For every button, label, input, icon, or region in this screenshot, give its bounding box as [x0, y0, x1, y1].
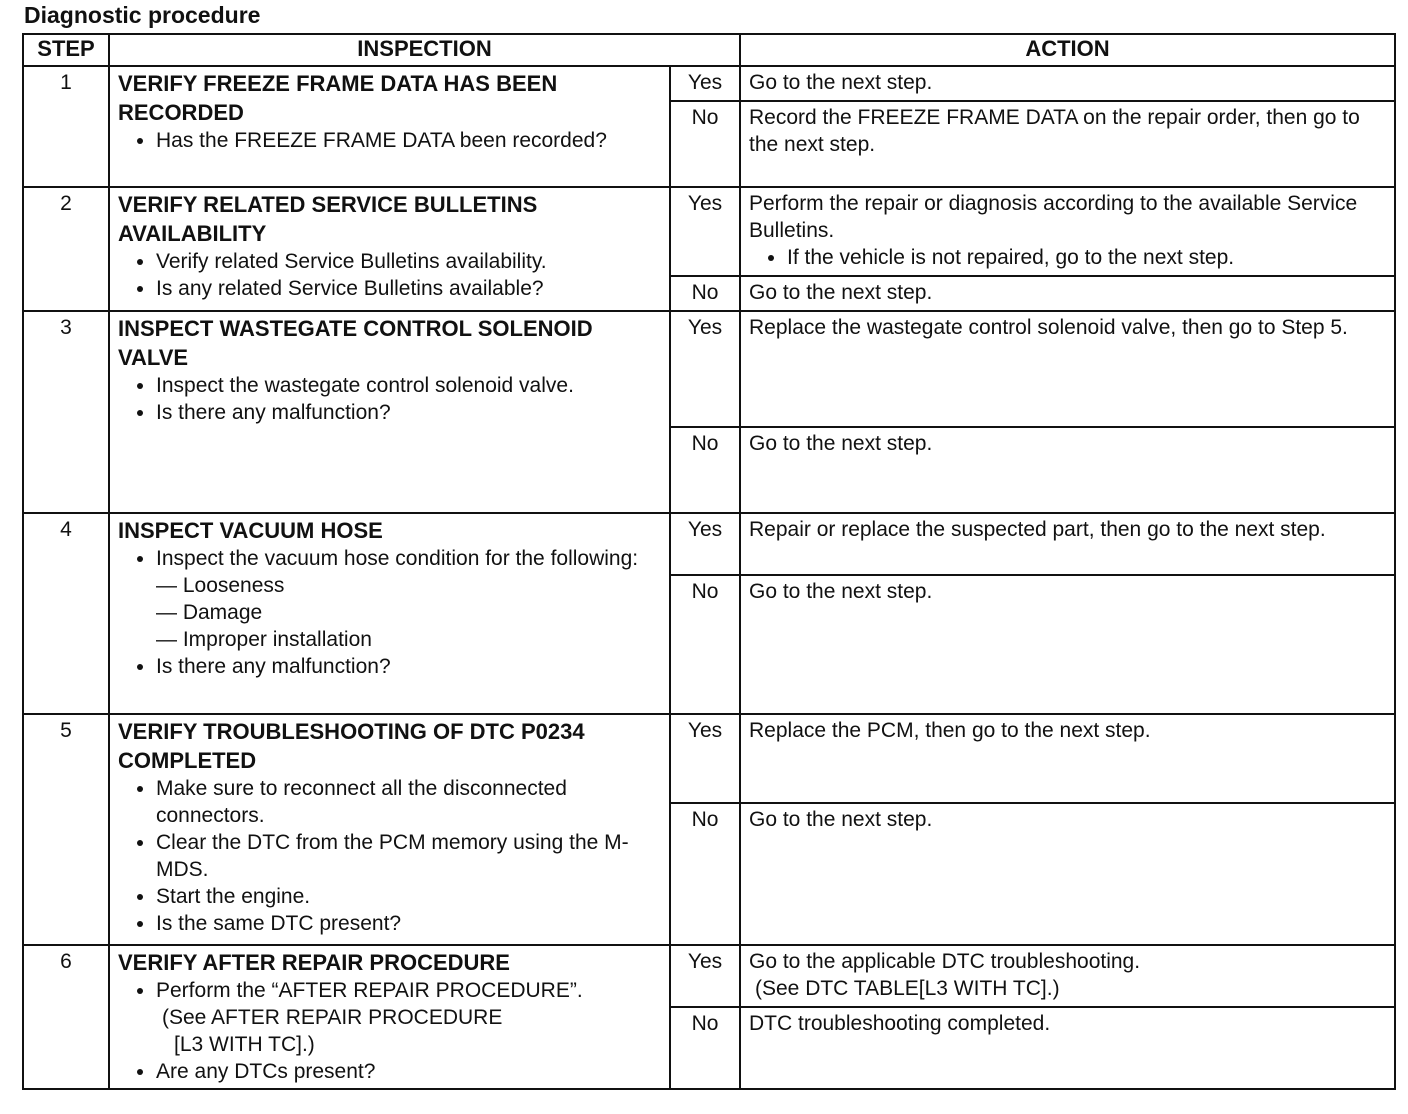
- inspection-bullet: • Inspect the wastegate control solenoid valve.: [156, 372, 663, 399]
- header-row: [23, 34, 1395, 66]
- yes-action: Replace the wastegate control solenoid valve, then go to Step 5.: [740, 311, 1395, 427]
- bullet-text: Perform the “AFTER REPAIR PROCEDURE”.: [156, 979, 583, 1002]
- step-inspection: [109, 311, 670, 513]
- step-1-yes-row: [23, 66, 1395, 101]
- no-action: Go to the next step.: [740, 575, 1395, 714]
- inspection-bullet: • Is the same DTC present?: [156, 910, 663, 937]
- header-inspection: INSPECTION: [109, 34, 740, 66]
- no-label: No: [670, 427, 740, 513]
- inspection-bullet: • Is there any malfunction?: [156, 399, 663, 426]
- reference-text: (See AFTER REPAIR PROCEDURE: [162, 1006, 503, 1029]
- step-6-yes-row: [23, 945, 1395, 1007]
- no-action: Record the FREEZE FRAME DATA on the repair order, then go to the next step.: [740, 101, 1395, 187]
- diagnostic-table: [22, 33, 1396, 1090]
- inspection-bullet: [156, 977, 663, 1058]
- inspection-bullet: • Clear the DTC from the PCM memory using the M-MDS.: [156, 829, 663, 883]
- no-label: No: [670, 575, 740, 714]
- yes-label: Yes: [670, 311, 740, 427]
- no-action: Go to the next step.: [740, 276, 1395, 311]
- step-inspection: [109, 714, 670, 945]
- bullet-text: Inspect the vacuum hose condition for the following:: [156, 547, 639, 570]
- yes-action: Go to the next step.: [740, 66, 1395, 101]
- step-4-yes-row: [23, 513, 1395, 575]
- yes-action-cell: [740, 187, 1395, 276]
- yes-action: Repair or replace the suspected part, then go to the next step.: [740, 513, 1395, 575]
- step-heading: VERIFY FREEZE FRAME DATA HAS BEEN RECORDED: [118, 71, 558, 125]
- step-heading: VERIFY TROUBLESHOOTING OF DTC P0234 COMPLETED: [118, 719, 585, 773]
- step-number: 4: [23, 513, 109, 714]
- step-heading: INSPECT VACUUM HOSE: [118, 518, 383, 543]
- step-heading: VERIFY AFTER REPAIR PROCEDURE: [118, 950, 510, 975]
- sub-item-improper-installation: — Improper installation: [156, 628, 372, 651]
- step-3-yes-row: [23, 311, 1395, 427]
- yes-action: Replace the PCM, then go to the next step.: [740, 714, 1395, 803]
- inspection-bullet: [156, 545, 663, 653]
- yes-action-cell: [740, 945, 1395, 1007]
- yes-label: Yes: [670, 714, 740, 803]
- step-inspection: [109, 66, 670, 187]
- header-action: ACTION: [740, 34, 1395, 66]
- step-number: 6: [23, 945, 109, 1089]
- action-bullet: • If the vehicle is not repaired, go to the next step.: [787, 244, 1388, 271]
- step-heading: VERIFY RELATED SERVICE BULLETINS AVAILABILITY: [118, 192, 538, 246]
- step-5-yes-row: [23, 714, 1395, 803]
- yes-action: Perform the repair or diagnosis according to the available Service Bulletins.: [749, 192, 1358, 242]
- reference-text: [L3 WITH TC].): [174, 1033, 315, 1056]
- no-action: DTC troubleshooting completed.: [740, 1007, 1395, 1089]
- no-action: Go to the next step.: [740, 427, 1395, 513]
- yes-label: Yes: [670, 513, 740, 575]
- step-number: 3: [23, 311, 109, 513]
- yes-action: Go to the applicable DTC troubleshooting.: [749, 950, 1141, 973]
- yes-label: Yes: [670, 66, 740, 101]
- no-action: Go to the next step.: [740, 803, 1395, 945]
- action-reference: (See DTC TABLE[L3 WITH TC].): [755, 977, 1060, 1000]
- header-step: STEP: [23, 34, 109, 66]
- step-inspection: [109, 945, 670, 1089]
- no-label: No: [670, 101, 740, 187]
- sub-item-damage: — Damage: [156, 601, 263, 624]
- step-number: 5: [23, 714, 109, 945]
- inspection-bullet: • Is any related Service Bulletins available?: [156, 275, 663, 302]
- step-inspection: [109, 513, 670, 714]
- yes-label: Yes: [670, 187, 740, 276]
- step-inspection: [109, 187, 670, 311]
- step-2-yes-row: [23, 187, 1395, 276]
- inspection-bullet: • Make sure to reconnect all the disconnected connectors.: [156, 775, 663, 829]
- inspection-bullet: • Has the FREEZE FRAME DATA been recorded?: [156, 127, 663, 154]
- step-heading: INSPECT WASTEGATE CONTROL SOLENOID VALVE: [118, 316, 593, 370]
- step-number: 2: [23, 187, 109, 311]
- no-label: No: [670, 276, 740, 311]
- step-number: 1: [23, 66, 109, 187]
- inspection-bullet: • Are any DTCs present?: [156, 1058, 663, 1085]
- inspection-bullet: • Start the engine.: [156, 883, 663, 910]
- page-title: Diagnostic procedure: [24, 2, 261, 28]
- no-label: No: [670, 803, 740, 945]
- no-label: No: [670, 1007, 740, 1089]
- inspection-bullet: • Is there any malfunction?: [156, 653, 663, 680]
- sub-item-looseness: — Looseness: [156, 574, 285, 597]
- yes-label: Yes: [670, 945, 740, 1007]
- inspection-bullet: • Verify related Service Bulletins availability.: [156, 248, 663, 275]
